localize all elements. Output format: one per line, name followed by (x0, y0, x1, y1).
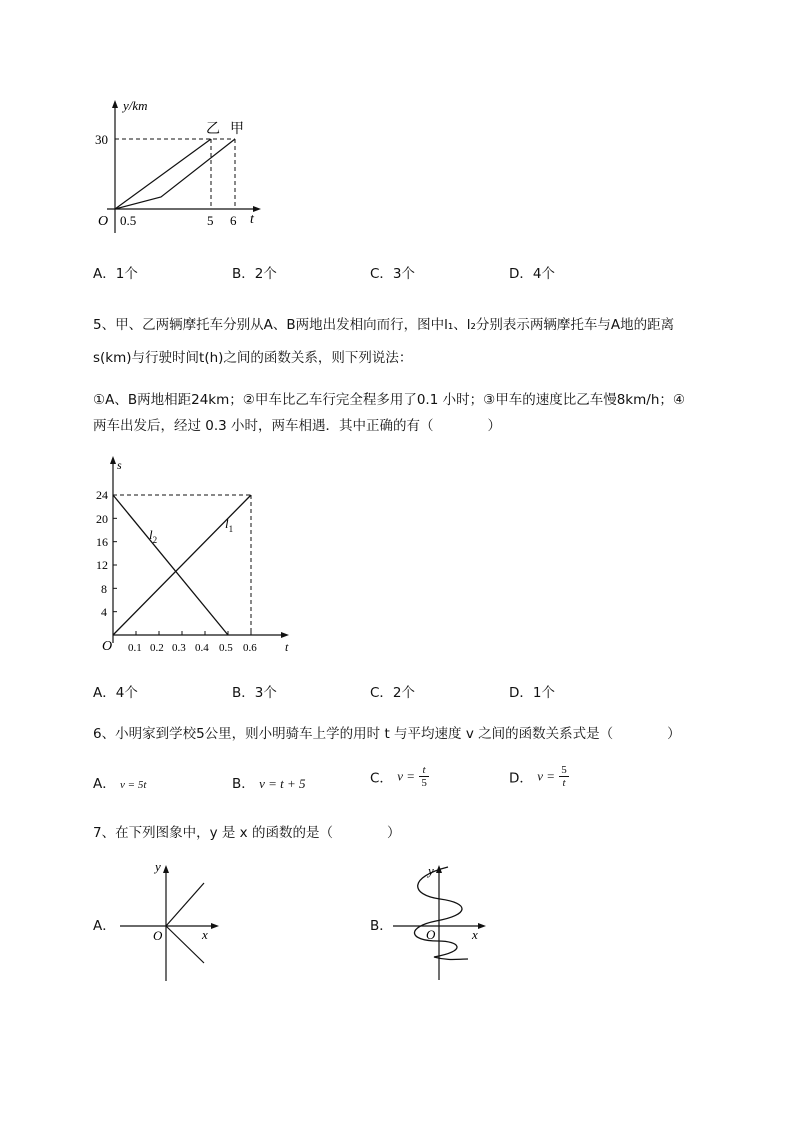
q6-option-d-fraction (559, 764, 569, 789)
q7b-x-label: x (472, 927, 478, 942)
q6-option-d-denominator: t (562, 777, 566, 789)
q5-x-tick-01: 0.1 (128, 642, 142, 654)
q4-x-axis-label: t (250, 212, 254, 227)
q4-line-yi (115, 139, 211, 209)
q5-line-2: s(km)与行驶时间t(h)之间的函数关系，则下列说法： (93, 350, 413, 366)
q4-option-a: A．1个 (93, 266, 138, 282)
q5-label-l1: $l_1$ (225, 516, 234, 534)
q7b-y-label: y (428, 863, 434, 878)
q5-figure (93, 455, 303, 655)
q5-option-d: D．1个 (509, 685, 555, 701)
q4-option-d: D．4个 (509, 266, 555, 282)
q5-y-tick-8: 8 (101, 582, 107, 596)
q4-x-arrow (253, 206, 261, 212)
q5-y-tick-12: 12 (96, 558, 108, 572)
q5-y-tick-4: 4 (101, 605, 107, 619)
q7b-s-curve (414, 867, 468, 960)
q7a-x-label: x (202, 927, 208, 942)
q7a-origin: O (153, 928, 163, 943)
q6-option-b (232, 772, 306, 792)
q5-y-arrow (110, 456, 116, 464)
q4-y-arrow (112, 100, 118, 108)
q7-option-b-label: B． (370, 918, 393, 934)
q4-origin: O (98, 214, 109, 229)
q5-x-tick-06: 0.6 (243, 642, 257, 654)
q6-option-c-numerator: t (419, 764, 429, 777)
q6-option-d-lhs: v = (537, 768, 555, 784)
q5-line-3: ①A、B两地相距24km；②甲车比乙车行完全程多用了0.1 小时；③甲车的速度比乙车慢8km/h；④ (93, 392, 685, 408)
q5-x-axis-label: t (285, 640, 289, 654)
q6-option-d-prefix: D． (509, 770, 533, 787)
q4-y-tick-30: 30 (95, 132, 108, 147)
q7-graph-a (115, 855, 225, 985)
q6-option-c (370, 764, 429, 789)
q5-x-tick-03: 0.3 (172, 642, 186, 654)
q4-label-jia: 甲 (230, 122, 244, 137)
q4-option-b: B．2个 (232, 266, 277, 282)
q5-x-tick-02: 0.2 (150, 642, 164, 654)
q6-option-a (93, 772, 146, 792)
q7-option-a-label: A． (93, 918, 116, 934)
q4-line-jia (115, 139, 235, 209)
q6-option-c-fraction (419, 764, 429, 789)
q6-option-b-prefix: B． (232, 776, 255, 792)
q5-y-tick-16: 16 (96, 535, 108, 549)
q5-origin: O (102, 639, 113, 654)
q5-line-l1 (113, 495, 251, 635)
q6-question: 6、小明家到学校5公里，则小明骑车上学的用时 t 与平均速度 v 之间的函数关系式是（ ） (93, 726, 681, 742)
q5-y-tick-20: 20 (96, 512, 108, 526)
q5-x-tick-04: 0.4 (195, 642, 209, 654)
q5-y-axis-label: s (117, 458, 122, 472)
q5-x-arrow (281, 632, 289, 638)
q6-option-d-numerator: 5 (561, 764, 567, 776)
q5-label-l2: $l_2$ (149, 527, 158, 545)
q6-option-c-prefix: C． (370, 770, 393, 787)
q6-option-c-lhs: v = (397, 768, 416, 784)
q7a-y-arrow (163, 865, 169, 873)
q4-option-c: C．3个 (370, 266, 416, 282)
q7a-y-label: y (155, 859, 161, 874)
q4-y-axis-label: y/km (123, 98, 148, 113)
q6-option-c-denominator: 5 (421, 777, 427, 789)
q5-line-l2 (113, 495, 228, 635)
q7b-x-arrow (478, 923, 486, 929)
q4-x-tick-6: 6 (230, 213, 237, 228)
q5-line-4: 两车出发后，经过 0.3 小时，两车相遇．其中正确的有（ ） (93, 418, 502, 434)
q4-x-tick-5: 5 (207, 213, 214, 228)
q7-graph-b (388, 855, 498, 985)
q6-option-d (509, 764, 569, 789)
q6-option-a-prefix: A． (93, 776, 116, 792)
q4-x-tick-05: 0.5 (120, 213, 137, 228)
q5-option-a: A．4个 (93, 685, 138, 701)
q7a-ray-up (166, 883, 204, 926)
q7a-x-arrow (211, 923, 219, 929)
q5-option-c: C．2个 (370, 685, 416, 701)
q6-option-a-expr: v = 5t (120, 779, 147, 791)
q7a-ray-down (166, 926, 204, 963)
q5-option-b: B．3个 (232, 685, 277, 701)
q5-x-tick-05: 0.5 (219, 642, 233, 654)
q5-line-1: 5、甲、乙两辆摩托车分别从A、B两地出发相向而行，图中l₁、l₂分别表示两辆摩托车与A地的距离 (93, 317, 675, 333)
q4-label-yi: 乙 (206, 122, 220, 137)
q7b-origin: O (426, 927, 436, 942)
q5-y-tick-24: 24 (96, 488, 108, 502)
q6-option-b-expr: v = t + 5 (259, 776, 306, 791)
q4-figure (95, 95, 275, 240)
q7-question: 7、在下列图象中，y 是 x 的函数的是（ ） (93, 825, 401, 841)
